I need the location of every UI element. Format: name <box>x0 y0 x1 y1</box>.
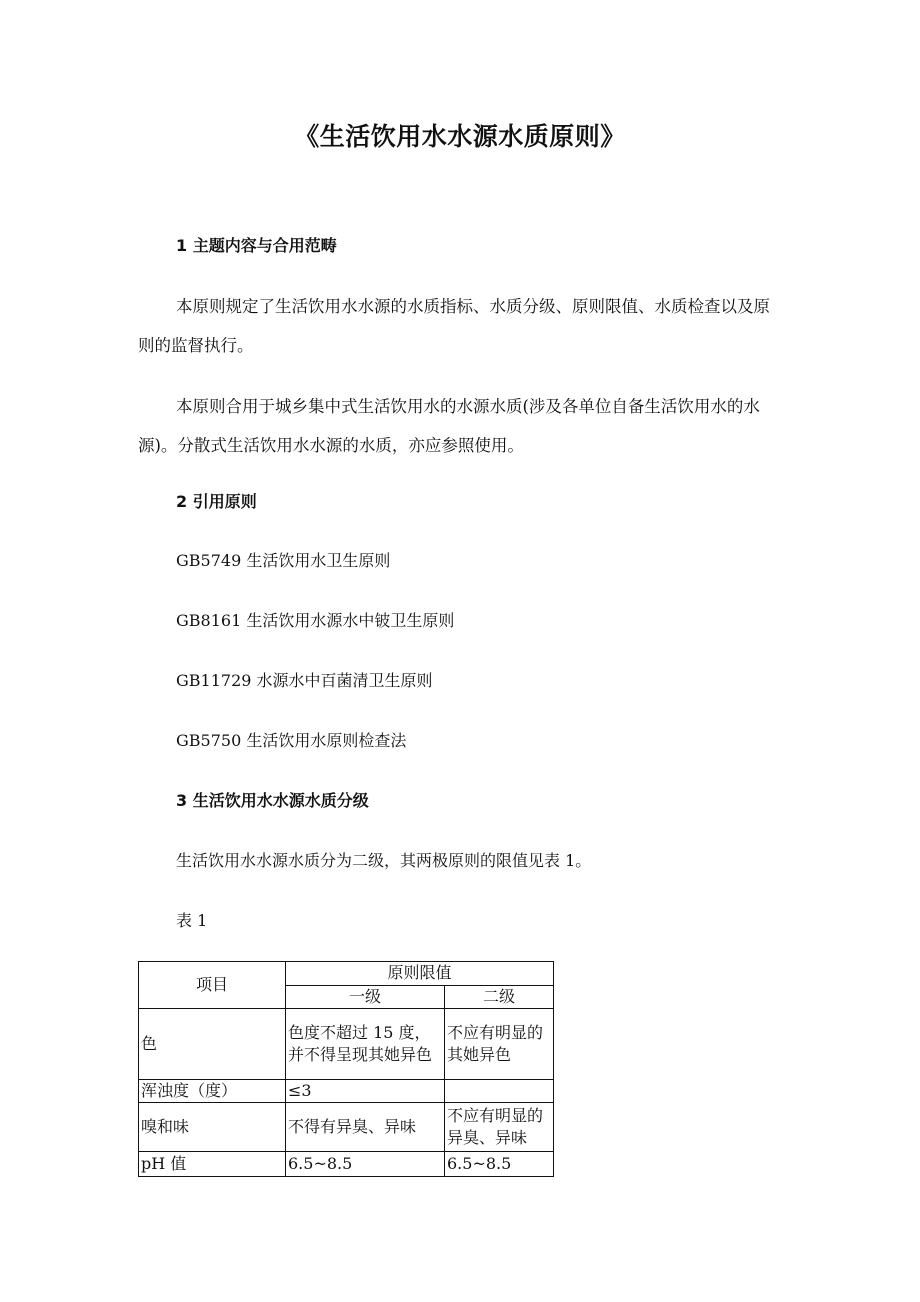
section-3-heading: 3 生活饮用水水源水质分级 <box>176 791 369 810</box>
table-row <box>139 1009 554 1080</box>
section-3-paragraph: 生活饮用水水源水质分为二级，其两极原则的限值见表 1。 <box>176 851 592 870</box>
table-row <box>139 1080 554 1103</box>
header-limit-cell: 原则限值 <box>286 962 554 986</box>
section-1-paragraph-2: 本原则合用于城乡集中式生活饮用水的水源水质(涉及各单位自备生活饮用水的水源)。分散式生活饮用水水源的水质，亦应参照使用。 <box>138 397 760 455</box>
row-item-cell: pH 值 <box>139 1152 286 1177</box>
table-row <box>139 1103 554 1152</box>
header-item-cell: 项目 <box>139 962 286 1009</box>
header-grade1-cell: 一级 <box>286 985 445 1009</box>
row-grade2-cell <box>445 1080 554 1103</box>
reference-gb8161: GB8161 生活饮用水源水中铍卫生原则 <box>176 611 455 630</box>
row-item-cell: 浑浊度（度） <box>139 1080 286 1103</box>
reference-gb11729: GB11729 水源水中百菌清卫生原则 <box>176 671 433 690</box>
table-row <box>139 1152 554 1177</box>
row-grade1-cell: 色度不超过 15 度，并不得呈现其她异色 <box>286 1009 445 1080</box>
row-item-cell: 色 <box>139 1009 286 1080</box>
row-grade1-cell: 6.5~8.5 <box>286 1152 445 1177</box>
row-grade1-cell: ≤3 <box>286 1080 445 1103</box>
reference-gb5749: GB5749 生活饮用水卫生原则 <box>176 551 391 570</box>
document-title: 《生活饮用水水源水质原则》 <box>294 122 626 151</box>
row-grade1-cell: 不得有异臭、异味 <box>286 1103 445 1152</box>
section-1-heading: 1 主题内容与合用范畴 <box>176 236 337 255</box>
row-grade2-cell: 不应有明显的异臭、异味 <box>445 1103 554 1152</box>
section-1-paragraph-1: 本原则规定了生活饮用水水源的水质指标、水质分级、原则限值、水质检查以及原则的监督执行。 <box>138 297 770 355</box>
row-grade2-cell: 不应有明显的其她异色 <box>445 1009 554 1080</box>
section-2-heading: 2 引用原则 <box>176 492 257 511</box>
row-grade2-cell: 6.5~8.5 <box>445 1152 554 1177</box>
row-item-cell: 嗅和味 <box>139 1103 286 1152</box>
table-caption: 表 1 <box>176 911 208 930</box>
table-header-row <box>139 962 554 986</box>
header-grade2-cell: 二级 <box>445 985 554 1009</box>
reference-gb5750: GB5750 生活饮用水原则检查法 <box>176 731 407 750</box>
water-quality-table <box>138 961 554 1177</box>
